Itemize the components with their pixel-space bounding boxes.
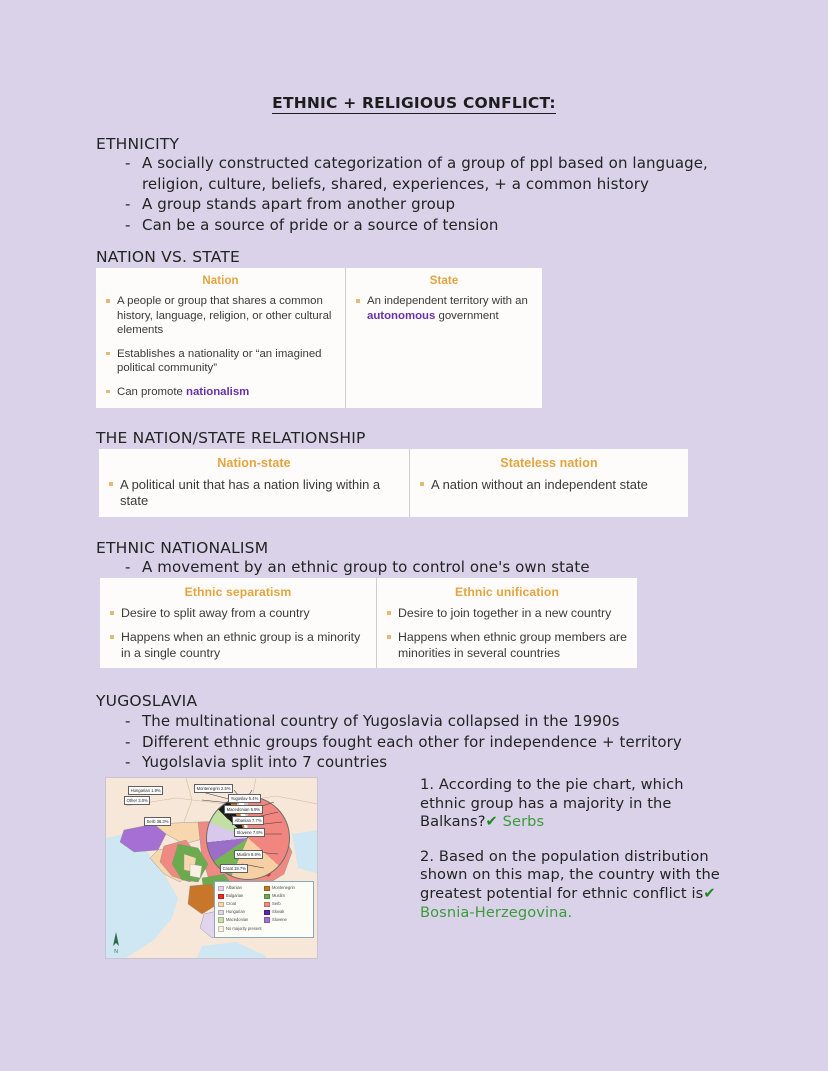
list-item-text: Yugolslavia split into 7 countries <box>142 753 388 771</box>
legend-label: No majority present <box>226 925 262 931</box>
column-header: Nation <box>202 275 239 287</box>
legend-swatch-albanian <box>218 886 224 892</box>
legend-swatch-bulgarian <box>218 894 224 900</box>
question-prompt: According to the pie chart, which ethnic group has a majority in the Balkans? <box>420 776 684 831</box>
legend-item <box>264 901 310 908</box>
dash-marker: - <box>125 195 131 213</box>
question-answer: Serbs <box>502 813 545 831</box>
questions-block <box>420 776 720 922</box>
column-bullet-list <box>420 477 678 493</box>
list-item-text: Can be a source of pride or a source of tension <box>142 215 499 234</box>
legend-label: Serb <box>272 900 281 906</box>
pie-label-serb: Serb 36.3% <box>144 817 171 826</box>
list-item <box>356 294 532 323</box>
map-legend-column-right <box>264 885 310 925</box>
ethnic-nationalism-bullet-list <box>120 557 740 578</box>
legend-item <box>264 893 310 900</box>
legend-swatch-muslim <box>264 894 270 900</box>
map-legend-column-left <box>218 885 264 925</box>
list-item <box>106 347 335 376</box>
item-text: A nation without an independent state <box>431 477 648 492</box>
pie-label-hungarian: Hungarian 1.9% <box>128 786 163 795</box>
item-text: Establishes a nationality or “an imagined political community” <box>117 347 322 375</box>
list-item-text: The multinational country of Yugoslavia collapsed in the 1990s <box>142 712 620 730</box>
legend-swatch-slovak <box>264 910 270 916</box>
section-heading-nation-vs-state: NATION VS. STATE <box>96 248 241 266</box>
list-item-text: A socially constructed categorization of a group of ppl based on language, religion, culture, beliefs, shared, experiences, + a common history <box>142 154 708 193</box>
legend-label: Muslim <box>272 892 285 898</box>
legend-label: Slovak <box>272 908 285 914</box>
table-column-nation <box>96 268 345 408</box>
legend-swatch-slovene <box>264 917 270 923</box>
legend-item <box>218 893 264 900</box>
legend-swatch-macedonian <box>218 917 224 923</box>
item-text: Desire to split away from a country <box>121 606 310 620</box>
pie-label-croat: Croat 19.7% <box>220 864 248 873</box>
table-column-stateless-nation <box>409 449 688 517</box>
keyword-autonomous: autonomous <box>367 309 436 322</box>
question-prompt: Based on the population distribution shown on this map, the country with the greatest potential for ethnic conflict is <box>420 847 720 902</box>
list-item <box>120 557 740 578</box>
legend-label: Montenegrin <box>272 885 295 890</box>
section-heading-ethnicity: ETHNICITY <box>96 135 180 153</box>
legend-label: Albanian <box>226 885 242 890</box>
legend-label: Croat <box>226 900 237 906</box>
legend-item-no-majority <box>218 926 310 933</box>
column-header: Nation-state <box>217 456 291 470</box>
column-bullet-list <box>356 294 532 323</box>
column-header: Ethnic unification <box>454 585 560 599</box>
section-heading-nation-state-relationship: THE NATION/STATE RELATIONSHIP <box>96 429 366 447</box>
list-item-text: Different ethnic groups fought each other for independence + territory <box>142 732 682 751</box>
column-bullet-list <box>106 294 335 400</box>
list-item <box>120 153 740 194</box>
legend-label: Slovene <box>272 916 287 922</box>
yugoslavia-bullet-list <box>120 711 760 773</box>
yugoslavia-ethnic-map-figure <box>105 777 318 959</box>
pie-label-other: Other 3.0% <box>124 796 150 805</box>
list-item <box>420 477 678 493</box>
item-text: Desire to join together in a new country <box>398 606 612 620</box>
question-number: 2. <box>420 847 435 865</box>
page-title <box>0 94 828 112</box>
table-column-nation-state <box>99 449 409 517</box>
legend-item <box>218 901 264 908</box>
list-item <box>106 294 335 338</box>
pie-label-slovene: Slovene 7.8% <box>234 828 265 837</box>
item-text: An independent territory with an <box>367 295 528 307</box>
question-1 <box>420 776 720 832</box>
list-item-text: A group stands apart from another group <box>142 195 456 213</box>
column-bullet-list <box>110 606 366 661</box>
list-item <box>120 752 760 773</box>
item-text-after: government <box>435 309 499 322</box>
section-heading-yugoslavia: YUGOSLAVIA <box>96 692 198 710</box>
legend-swatch-montenegrin <box>264 886 270 892</box>
legend-swatch-serb <box>264 902 270 908</box>
list-item <box>387 630 627 661</box>
section-heading-ethnic-nationalism: ETHNIC NATIONALISM <box>96 539 269 557</box>
dash-marker: - <box>125 712 131 730</box>
compass-icon <box>111 932 121 954</box>
list-item <box>109 477 399 509</box>
item-text: Can promote <box>117 385 187 398</box>
list-item <box>106 385 335 400</box>
pie-label-montenegrin: Montenegrin 2.5% <box>194 784 233 793</box>
table-column-ethnic-unification <box>376 578 637 668</box>
dash-marker: - <box>125 753 131 771</box>
dash-marker: - <box>125 215 131 234</box>
legend-label: Hungarian <box>226 908 245 914</box>
column-bullet-list <box>109 477 399 509</box>
legend-swatch-hungarian <box>218 910 224 916</box>
list-item <box>387 606 627 621</box>
table-nation-vs-state <box>96 268 542 408</box>
item-text: Happens when ethnic group members are minorities in several countries <box>398 630 627 660</box>
pie-label-muslim: Muslim 8.9% <box>234 850 263 859</box>
svg-text:N: N <box>114 949 118 954</box>
column-header: Stateless nation <box>500 456 598 470</box>
map-legend <box>214 881 314 938</box>
keyword-nationalism: nationalism <box>186 385 250 398</box>
legend-swatch-croat <box>218 902 224 908</box>
item-text: A political unit that has a nation living within a state <box>120 477 381 508</box>
legend-item <box>264 885 310 892</box>
item-text: A people or group that shares a common history, language, religion, or other cultural elements <box>117 295 332 337</box>
pie-label-yugoslav: Yugoslav 5.4% <box>228 794 261 803</box>
pie-label-macedonian: Macedonian 5.9% <box>224 805 263 814</box>
question-2 <box>420 848 720 922</box>
item-text: Happens when an ethnic group is a minority in a single country <box>121 630 361 660</box>
list-item <box>110 630 366 661</box>
column-header: State <box>429 275 459 287</box>
table-ethnic-nationalism <box>100 578 637 668</box>
list-item <box>120 215 740 236</box>
dash-marker: - <box>125 154 131 172</box>
table-nation-state-relationship <box>99 449 688 517</box>
dash-marker: - <box>125 732 131 751</box>
legend-item <box>218 917 264 924</box>
legend-item <box>218 885 264 892</box>
check-icon: ✔ <box>485 813 498 831</box>
legend-item <box>264 917 310 924</box>
list-item <box>120 732 760 753</box>
legend-item <box>218 909 264 916</box>
list-item <box>120 194 740 215</box>
pie-label-albanian: Albanian 7.7% <box>232 816 264 825</box>
column-header: Ethnic separatism <box>184 585 292 599</box>
legend-swatch-no-majority <box>218 926 224 932</box>
table-column-state <box>345 268 542 408</box>
legend-item <box>264 909 310 916</box>
check-icon: ✔ <box>703 884 716 902</box>
legend-label: Bulgarian <box>226 892 244 898</box>
list-item <box>110 606 366 621</box>
legend-label: Macedonian <box>226 916 249 922</box>
list-item-text: A movement by an ethnic group to control one's own state <box>142 558 590 576</box>
question-answer: Bosnia-Herzegovina. <box>420 903 573 921</box>
ethnicity-bullet-list <box>120 153 740 235</box>
column-bullet-list <box>387 606 627 661</box>
page-title-text: ETHNIC + RELIGIOUS CONFLICT: <box>272 94 556 112</box>
question-number: 1. <box>420 776 435 793</box>
table-column-ethnic-separatism <box>100 578 376 668</box>
list-item <box>120 711 760 732</box>
dash-marker: - <box>125 558 131 576</box>
